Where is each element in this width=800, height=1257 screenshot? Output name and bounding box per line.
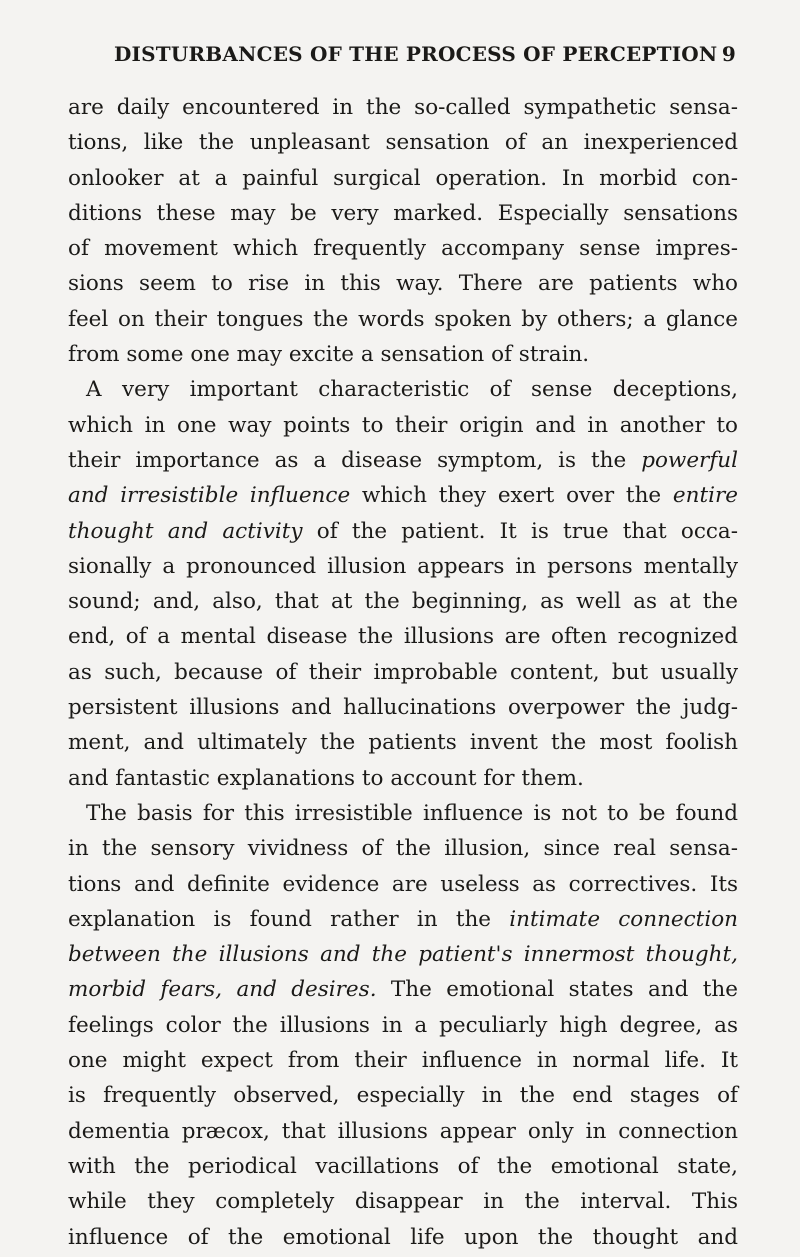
- text-line: [68, 302, 738, 337]
- text-segment: as such, because of their improbable content, but usually: [68, 659, 738, 685]
- text-line: [68, 690, 738, 725]
- text-segment: sions seem to rise in this way. There are patients who: [68, 271, 738, 297]
- text-segment: with the periodical vacillations of the emotional state,: [68, 1153, 738, 1179]
- text-segment: of the patient. It is true that occa-: [302, 518, 738, 544]
- text-segment: of movement which frequently accompany sense impres-: [68, 236, 738, 262]
- text-line: [68, 337, 738, 372]
- text-line: [68, 584, 738, 619]
- text-line: [68, 655, 738, 690]
- text-line: [68, 1149, 738, 1184]
- text-line: [68, 1008, 738, 1043]
- text-line: [68, 478, 738, 513]
- text-line: [68, 514, 738, 549]
- italic-text-segment: between the illusions and the patient's innermost thought,: [68, 942, 738, 968]
- text-line: [68, 1114, 738, 1149]
- text-segment: is frequently observed, especially in the end stages of: [68, 1083, 738, 1109]
- italic-text-segment: and irresistible influence: [68, 483, 351, 509]
- text-line: [68, 408, 738, 443]
- text-segment: A very important characteristic of sense deceptions,: [86, 377, 738, 403]
- text-segment: tions and definite evidence are useless as correctives. Its: [68, 871, 738, 897]
- text-segment: their importance as a disease symptom, is the: [68, 447, 642, 473]
- italic-text-segment: thought and activity: [68, 518, 303, 544]
- text-segment: persistent illusions and hallucinations overpower the judg-: [68, 695, 738, 721]
- text-line: [68, 125, 738, 160]
- text-segment: which in one way points to their origin and in another to: [68, 412, 738, 438]
- text-line: [68, 443, 738, 478]
- text-line: [68, 761, 738, 796]
- text-line: [68, 831, 738, 866]
- text-segment: feelings color the illusions in a peculiarly high degree, as: [68, 1012, 738, 1038]
- text-segment: from some one may excite a sensation of strain.: [68, 342, 590, 368]
- text-segment: feel on their tongues the words spoken by others; a glance: [68, 306, 738, 332]
- text-line: [68, 1078, 738, 1113]
- text-line: [68, 1043, 738, 1078]
- text-segment: are daily encountered in the so-called sympathetic sensa-: [68, 95, 738, 120]
- text-line: [68, 937, 738, 972]
- text-segment: onlooker at a painful surgical operation. In morbid con-: [68, 165, 738, 191]
- text-segment: The basis for this irresistible influence is not to be found: [86, 800, 738, 826]
- text-segment: end, of a mental disease the illusions are often recognized: [68, 624, 738, 650]
- text-segment: sound; and, also, that at the beginning, as well as at the: [68, 589, 738, 615]
- italic-text-segment: intimate connection: [509, 906, 738, 932]
- text-line: [68, 902, 738, 937]
- italic-text-segment: powerful: [641, 447, 738, 473]
- text-line: [68, 1220, 738, 1255]
- text-segment: sionally a pronounced illusion appears in persons mentally: [68, 553, 738, 579]
- text-segment: explanation is found rather in the: [68, 906, 510, 932]
- text-line: [68, 549, 738, 584]
- text-segment: one might expect from their influence in normal life. It: [68, 1048, 738, 1074]
- text-segment: and fantastic explanations to account for them.: [68, 765, 584, 791]
- text-line: [68, 796, 738, 831]
- text-line: [68, 196, 738, 231]
- text-line: [68, 1184, 738, 1219]
- text-line: [68, 972, 738, 1007]
- running-title: DISTURBANCES OF THE PROCESS OF PERCEPTION: [114, 42, 718, 66]
- text-segment: while they completely disappear in the interval. This: [68, 1189, 738, 1215]
- text-segment: ditions these may be very marked. Especially sensations: [68, 200, 738, 226]
- italic-text-segment: morbid fears, and desires.: [68, 977, 377, 1003]
- text-line: [68, 90, 738, 125]
- text-segment: ment, and ultimately the patients invent the most foolish: [68, 730, 738, 756]
- text-segment: tions, like the unpleasant sensation of an inexperienced: [68, 130, 738, 156]
- text-line: [68, 725, 738, 760]
- page-number: 9: [721, 42, 736, 66]
- text-segment: in the sensory vividness of the illusion, since real sensa-: [68, 836, 738, 862]
- text-line: [68, 161, 738, 196]
- text-line: [68, 619, 738, 654]
- text-line: [68, 867, 738, 902]
- italic-text-segment: entire: [672, 483, 738, 509]
- text-line: [68, 372, 738, 407]
- text-line: [68, 231, 738, 266]
- text-line: [68, 266, 738, 301]
- body-text: [68, 90, 738, 1255]
- text-segment: influence of the emotional life upon the thought and: [68, 1224, 738, 1250]
- text-segment: The emotional states and the: [376, 977, 738, 1003]
- text-segment: dementia præcox, that illusions appear only in connection: [68, 1118, 738, 1144]
- running-head: [114, 40, 736, 68]
- text-segment: which they exert over the: [350, 483, 673, 509]
